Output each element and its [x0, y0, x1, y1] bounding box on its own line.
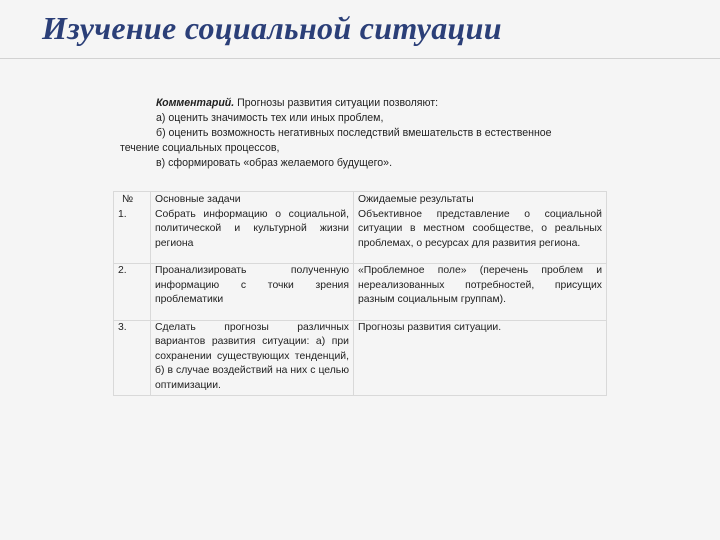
row-task: Собрать информацию о социальной, политической и культурной жизни региона — [151, 208, 354, 264]
table-header-row — [114, 192, 607, 208]
row-task: Проанализировать полученную информацию с точки зрения проблематики — [151, 264, 354, 321]
comment-item-b-continued: течение социальных процессов, — [120, 142, 280, 154]
row-result: Прогнозы развития ситуации. — [354, 320, 607, 396]
comment-lead: Комментарий. — [156, 97, 235, 109]
comment-intro-line — [120, 96, 610, 111]
table-row — [114, 264, 607, 321]
header-results: Ожидаемые результаты — [354, 192, 607, 208]
row-task: Сделать прогнозы различных вариантов развития ситуации: а) при сохранении существующих тенденций, б) в случае воздействий на них с целью оптимизации. — [151, 320, 354, 396]
title-divider — [0, 58, 720, 59]
row-result: Объективное представление о социальной ситуации в местном сообществе, о реальных проблемах, о ресурсах для развития региона. — [354, 208, 607, 264]
row-result: «Проблемное поле» (перечень проблем и нереализованных потребностей, присущих разным социальным группам). — [354, 264, 607, 321]
comment-intro: Прогнозы развития ситуации позволяют: — [237, 97, 439, 109]
comment-item-b: б) оценить возможность негативных последствий вмешательств в естественное — [156, 127, 552, 139]
comment-block — [120, 96, 610, 171]
row-number: 1. — [114, 208, 151, 264]
tasks-table — [113, 191, 607, 396]
header-tasks: Основные задачи — [151, 192, 354, 208]
table-row — [114, 208, 607, 264]
slide-title: Изучение социальной ситуации — [42, 10, 502, 46]
row-number: 2. — [114, 264, 151, 321]
comment-item-a: а) оценить значимость тех или иных проблем, — [156, 112, 384, 124]
header-number: № — [114, 192, 151, 208]
row-number: 3. — [114, 320, 151, 396]
table-row — [114, 320, 607, 396]
comment-item-c: в) сформировать «образ желаемого будущего». — [156, 157, 393, 169]
